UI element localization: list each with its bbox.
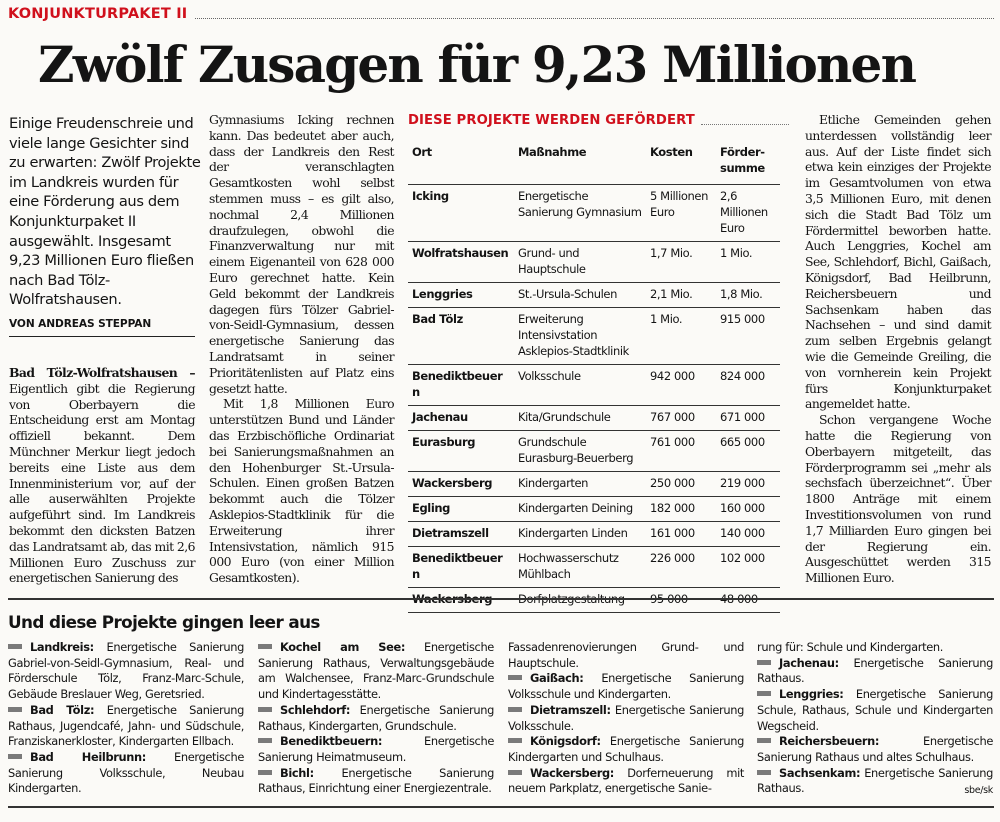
rejected-place: Landkreis: xyxy=(30,640,94,654)
cell-foerder: 1 Mio. xyxy=(716,242,780,283)
cell-ort: Dietramszell xyxy=(408,522,514,547)
funded-projects-box xyxy=(408,110,789,613)
dateline: Bad Tölz-Wolfratshausen – xyxy=(9,365,195,380)
cell-mass: Grund- und Hauptschule xyxy=(514,242,646,283)
rejected-text: Energetische Sanierung Gabriel-von-Seidl-Gymnasium, Real- und Förderschule Tölz, Franz-Marc-Schule, Gebäude Breslauer Weg, Geretsried. xyxy=(8,640,244,702)
cell-mass: Grundschule Eurasburg-Beuerberg xyxy=(514,431,646,472)
bullet-icon xyxy=(258,770,272,775)
article-text-1: Eigentlich gibt die Regierung von Oberbayern die Entscheidung erst am Montag offiziell bekannt. Dem Münchner Merkur liegt jedoch bereits eine Liste aus dem Innenministerium vor, auf der alle auserwählten Projekte aufgeführt sind. Im Landkreis bekommt den dicksten Batzen das Landratsamt ab, das mit 2,6 Millionen Euro Zuschuss zur energetischen Sanierung des xyxy=(9,380,195,586)
cell-kosten: 226 000 xyxy=(646,547,716,588)
header-ort: Ort xyxy=(412,145,432,159)
lead-paragraph: Einige Freudenschreie und viele lange Gesichter sind zu erwarten: Zwölf Projekte im Landkreis wurden für eine Förderung aus dem Konjunkturpaket II ausgewählt. Insgesamt 9,23 Millionen Euro fließen nach Bad Tölz-Wolfratshausen. xyxy=(9,115,201,309)
rejected-text: Energetische Sanierung Rathaus. xyxy=(757,765,993,796)
funded-projects-table xyxy=(408,144,780,613)
cell-ort: Wolfratshausen xyxy=(408,242,514,283)
rejected-entry xyxy=(508,734,744,765)
table-row xyxy=(408,472,780,497)
bullet-icon xyxy=(508,707,522,712)
section-divider xyxy=(8,598,994,600)
bullet-icon xyxy=(508,675,522,680)
cell-kosten: 1 Mio. xyxy=(646,308,716,365)
cell-kosten: 767 000 xyxy=(646,406,716,431)
cell-foerder: 671 000 xyxy=(716,406,780,431)
rejected-place: Königsdorf: xyxy=(530,734,601,749)
author-credit: sbe/sk xyxy=(964,785,993,797)
bullet-icon xyxy=(8,707,22,712)
bullet-icon xyxy=(258,644,272,649)
cell-kosten: 5 Millionen Euro xyxy=(646,185,716,242)
rejected-column-4 xyxy=(757,640,993,799)
cell-mass: Kindergarten Deining xyxy=(514,497,646,522)
header-kosten: Kosten xyxy=(650,145,693,159)
bullet-icon xyxy=(258,707,272,712)
funded-box-title: DIESE PROJEKTE WERDEN GEFÖRDERT xyxy=(408,112,695,128)
bullet-icon xyxy=(757,770,771,775)
bullet-icon xyxy=(757,691,771,696)
rejected-entry xyxy=(757,656,993,687)
rejected-text: Energetische Sanierung Heimatmuseum. xyxy=(258,734,494,764)
rejected-place: Bad Tölz: xyxy=(30,702,95,717)
table-row xyxy=(408,365,780,406)
rejected-place: Schlehdorf: xyxy=(280,702,351,717)
cell-ort: Eurasburg xyxy=(408,431,514,472)
bullet-icon xyxy=(757,660,771,665)
rejected-entry xyxy=(8,703,244,750)
rejected-entry xyxy=(258,734,494,765)
cell-foerder: 2,6 Millionen Euro xyxy=(716,185,780,242)
rejected-place: Bad Heilbrunn: xyxy=(30,749,147,764)
cell-ort: Egling xyxy=(408,497,514,522)
cell-mass: Kindergarten xyxy=(514,472,646,497)
rejected-text: Fassadenrenovierungen Grund- und Hauptschule. xyxy=(508,640,744,670)
rejected-entry xyxy=(757,766,993,797)
article-text-2b: Mit 1,8 Millionen Euro unterstützen Bund und Länder das Erzbischöfliche Ordinariat bei Sanierungsmaßnahmen an den Hohenburger St.-Ursula-Schulen. Einen großen Batzen bekommt auch die Tölzer Asklepios-Stadtklinik für die Erweiterung ihrer Intensivstation, nämlich 915 000 Euro (von einer Million Gesamtkosten). xyxy=(209,396,394,586)
rejected-place: Kochel am See: xyxy=(280,640,406,654)
headline: Zwölf Zusagen für 9,23 Millionen xyxy=(38,35,916,94)
cell-foerder: 665 000 xyxy=(716,431,780,472)
article-column-3 xyxy=(805,112,991,586)
rejected-entry xyxy=(258,640,494,703)
rejected-text: Energetische Sanierung Schule, Rathaus, Schule und Kindergarten Wegscheid. xyxy=(757,687,993,733)
rejected-text: Energetische Sanierung Volksschule und Kindergarten. xyxy=(508,671,744,702)
bullet-icon xyxy=(508,770,522,775)
rejected-place: Sachsenkam: xyxy=(779,765,861,780)
cell-mass: Kindergarten Linden xyxy=(514,522,646,547)
cell-foerder: 219 000 xyxy=(716,472,780,497)
dotted-rule xyxy=(195,9,994,19)
rejected-place: Benediktbeuern: xyxy=(280,734,383,749)
article-text-2a: Gymnasiums Icking rechnen kann. Das bedeutet aber auch, dass der Landkreis den Rest der veranschlagten Gesamtkosten wohl selbst stemmen muss – es gilt also, nochmal 2,4 Millionen draufzulegen, obwohl die Finanzverwaltung nur mit einem Eigenanteil von 628 000 Euro gerechnet hatte. Kein Geld bekommt der Landkreis dagegen fürs Tölzer Gabriel-von-Seidl-Gymnasium, dessen energetische Sanierung das Landratsamt in seiner Prioritätenlisten auf Platz eins gesetzt hatte. xyxy=(209,112,394,396)
rejected-text: rung für: Schule und Kindergarten. xyxy=(757,640,944,654)
rejected-entry xyxy=(508,671,744,702)
table-row xyxy=(408,522,780,547)
rejected-place: Gaißach: xyxy=(530,671,584,686)
rejected-text: Energetische Sanierung Kindergarten und Schulhaus. xyxy=(508,734,744,764)
cell-kosten: 95 000 xyxy=(646,588,716,613)
cell-ort: Bad Tölz xyxy=(408,308,514,365)
rejected-entry xyxy=(508,766,744,797)
cell-mass: Erweiterung Intensivstation Asklepios-Stadtklinik xyxy=(514,308,646,365)
rejected-text: Energetische Sanierung Rathaus, Einrichtung einer Energiezentrale. xyxy=(258,765,494,796)
rejected-entry xyxy=(757,734,993,765)
rejected-entry xyxy=(508,703,744,734)
rejected-entry xyxy=(8,640,244,703)
cell-foerder: 915 000 xyxy=(716,308,780,365)
cell-ort: Icking xyxy=(408,185,514,242)
rejected-text: Energetische Sanierung Rathaus, Verwaltungsgebäude am Walchensee, Franz-Marc-Grundschule und Kindertagesstätte. xyxy=(258,640,494,702)
rejected-title: Und diese Projekte gingen leer aus xyxy=(8,612,320,632)
cell-ort: Benediktbeuern xyxy=(408,547,514,588)
article-column-1 xyxy=(9,365,195,586)
cell-foerder: 1,8 Mio. xyxy=(716,283,780,308)
bullet-icon xyxy=(508,738,522,743)
table-row xyxy=(408,283,780,308)
cell-mass: Kita/Grundschule xyxy=(514,406,646,431)
table-row xyxy=(408,406,780,431)
cell-ort: Jachenau xyxy=(408,406,514,431)
cell-kosten: 1,7 Mio. xyxy=(646,242,716,283)
bullet-icon xyxy=(757,738,771,743)
rejected-entry xyxy=(258,766,494,797)
rejected-entry xyxy=(757,687,993,734)
cell-ort: Benediktbeuern xyxy=(408,365,514,406)
rejected-place: Reichersbeuern: xyxy=(779,734,880,749)
table-row xyxy=(408,588,780,613)
table-row xyxy=(408,242,780,283)
cell-kosten: 161 000 xyxy=(646,522,716,547)
rejected-text: Energetische Sanierung Rathaus und altes Schulhaus. xyxy=(757,734,993,764)
article-text-3b: Schon vergangene Woche hatte die Regierung von Oberbayern mitgeteilt, das Förderprogramm sei „mehr als sechsfach überzeichnet“. Über 1800 Anträge mit einem Investitionsvolumen von rund 1,7 Milliarden Euro gingen bei der Regierung ein. Ausgeschüttet werden 315 Millionen Euro. xyxy=(805,412,991,586)
rejected-entry xyxy=(8,750,244,797)
cell-kosten: 761 000 xyxy=(646,431,716,472)
bullet-icon xyxy=(258,738,272,743)
byline: VON ANDREAS STEPPAN xyxy=(9,318,195,337)
table-header-row xyxy=(408,144,780,185)
rejected-place: Jachenau: xyxy=(779,655,839,670)
header-foerdersumme: Förder-summe xyxy=(720,145,765,175)
rejected-column-1 xyxy=(8,640,244,797)
cell-foerder: 102 000 xyxy=(716,547,780,588)
article-column-2 xyxy=(209,112,394,586)
rejected-column-2 xyxy=(258,640,494,797)
cell-mass: Dorfplatzgestaltung xyxy=(514,588,646,613)
rejected-place: Dietramszell: xyxy=(530,702,611,717)
rejected-entry xyxy=(757,640,993,656)
bottom-divider xyxy=(8,806,994,808)
rejected-text: Energetische Sanierung Rathaus, Jugendcafé, Jahn- und Südschule, Franziskanerkloster, Kindergarten Ellbach. xyxy=(8,702,244,749)
rejected-text: Energetische Sanierung Volksschule, Neubau Kindergarten. xyxy=(8,749,244,796)
cell-kosten: 250 000 xyxy=(646,472,716,497)
table-row xyxy=(408,431,780,472)
table-row xyxy=(408,547,780,588)
cell-foerder: 824 000 xyxy=(716,365,780,406)
dotted-rule xyxy=(701,116,789,125)
cell-kosten: 2,1 Mio. xyxy=(646,283,716,308)
cell-ort: Wackersberg xyxy=(408,472,514,497)
kicker: KONJUNKTURPAKET II xyxy=(8,6,188,22)
rejected-text: Dorferneuerung mit neuem Parkplatz, energetische Sanie- xyxy=(508,765,744,796)
cell-mass: Hochwasserschutz Mühlbach xyxy=(514,547,646,588)
cell-foerder: 160 000 xyxy=(716,497,780,522)
cell-foerder: 48 000 xyxy=(716,588,780,613)
cell-ort: Wackersberg xyxy=(408,588,514,613)
bullet-icon xyxy=(8,644,22,649)
cell-mass: St.-Ursula-Schulen xyxy=(514,283,646,308)
header-massnahme: Maßnahme xyxy=(518,145,587,159)
rejected-place: Wackersberg: xyxy=(530,765,614,780)
rejected-text: Energetische Sanierung Rathaus. xyxy=(757,655,993,686)
kicker-row xyxy=(8,4,994,24)
rejected-text: Energetische Sanierung Rathaus, Kindergarten, Grundschule. xyxy=(258,702,494,733)
rejected-entry xyxy=(258,703,494,734)
rejected-place: Bichl: xyxy=(280,765,314,780)
cell-mass: Energetische Sanierung Gymnasium xyxy=(514,185,646,242)
rejected-entry xyxy=(508,640,744,671)
rejected-column-3 xyxy=(508,640,744,797)
table-row xyxy=(408,497,780,522)
rejected-text: Energetische Sanierung Volksschule. xyxy=(508,702,744,733)
article-text-3a: Etliche Gemeinden gehen unterdessen vollständig leer aus. Auf der Liste findet sich etwa kein einziges der Projekte im Gesamtvolumen von etwa 3,5 Millionen Euro, mit denen sich die Stadt Bad Tölz um Fördermittel beworben hatte. Auch Lenggries, Kochel am See, Schlehdorf, Bichl, Gaißach, Königsdorf, Bad Heilbrunn, Reichersbeuern und Sachsenkam haben das Nachsehen – und sind damit zum selben Ergebnis gelangt wie die Gemeinde Greiling, die von vornherein kein Projekt fürs Konjunkturpaket angemeldet hatte. xyxy=(805,112,991,412)
cell-foerder: 140 000 xyxy=(716,522,780,547)
cell-ort: Lenggries xyxy=(408,283,514,308)
cell-kosten: 182 000 xyxy=(646,497,716,522)
cell-kosten: 942 000 xyxy=(646,365,716,406)
bullet-icon xyxy=(8,754,22,759)
cell-mass: Volksschule xyxy=(514,365,646,406)
table-row xyxy=(408,185,780,242)
rejected-place: Lenggries: xyxy=(779,687,844,702)
table-row xyxy=(408,308,780,365)
